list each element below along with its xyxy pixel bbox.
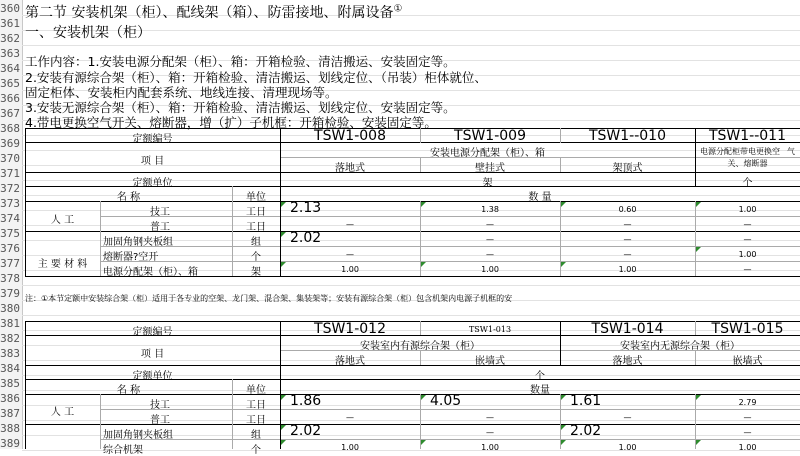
row-name: 熔断器?空开 <box>103 252 159 263</box>
cell-value: — <box>623 235 632 244</box>
t2-name-label: 名 称 <box>116 385 141 396</box>
t1-labor-label: 人 工 <box>50 215 75 226</box>
t2-unit-col: 单位 <box>246 385 266 396</box>
row-number[interactable]: 367 <box>0 107 20 120</box>
row-name: 综合机架 <box>103 445 143 456</box>
t2-code-1: TSW1-012 <box>314 321 386 337</box>
cell-value: — <box>486 413 494 422</box>
row-unit: 个 <box>251 252 261 263</box>
comment-marker <box>696 202 701 207</box>
row-number[interactable]: 360 <box>0 2 20 15</box>
row-number[interactable]: 375 <box>0 227 20 240</box>
t1-group-2-mark: 气 <box>787 147 795 156</box>
cell-value: 1.38 <box>481 205 499 214</box>
t2-item-label: 项 目 <box>140 349 165 360</box>
row-name: 技工 <box>150 400 170 411</box>
row-number[interactable]: 389 <box>0 437 20 450</box>
t1-name-label: 名 称 <box>116 192 141 203</box>
row-name: 普工 <box>150 415 170 426</box>
section-heading: 第二节 安装机架（柜）、配线架（箱）、防雷接地、附属设备① <box>25 3 403 21</box>
t1-unit-col: 单位 <box>246 192 266 203</box>
cell-value: — <box>486 250 494 259</box>
cell-value: 2.79 <box>738 398 757 407</box>
comment-marker <box>421 395 426 400</box>
comment-marker <box>421 262 426 267</box>
cell-value: 2.02 <box>570 423 602 439</box>
t1-type-1: 落地式 <box>335 163 365 174</box>
row-number[interactable]: 381 <box>0 317 20 330</box>
row-unit: 工日 <box>246 222 266 233</box>
row-number[interactable]: 374 <box>0 212 20 225</box>
t1-item-label: 项 目 <box>140 156 165 167</box>
row-number[interactable]: 380 <box>0 302 20 315</box>
comment-marker <box>696 247 701 252</box>
cell-value: — <box>743 413 752 422</box>
row-number[interactable]: 370 <box>0 152 20 165</box>
row-number[interactable]: 361 <box>0 17 20 30</box>
cell-value: — <box>623 250 632 259</box>
cell-value: — <box>623 413 632 422</box>
cell-value: — <box>743 265 752 274</box>
t1-group-1: 安装电源分配架（柜）、箱 <box>430 148 545 159</box>
t1-group-2-line-1: 电源分配柜带电更换空 <box>700 147 780 156</box>
comment-marker <box>561 425 566 430</box>
t2-code-4: TSW1-015 <box>711 321 784 337</box>
row-number[interactable]: 366 <box>0 92 20 105</box>
row-unit: 工日 <box>246 415 266 426</box>
comment-marker <box>281 395 286 400</box>
row-number[interactable]: 384 <box>0 362 20 375</box>
row-name: 电源分配架（柜）、箱 <box>103 267 198 278</box>
t1-quota-label: 定额编号 <box>132 134 173 145</box>
gridline <box>22 45 800 46</box>
row-name: 普工 <box>150 222 170 233</box>
cell-value: — <box>346 250 354 259</box>
cell-value: 1.00 <box>738 250 757 259</box>
gridline <box>22 315 800 316</box>
t2-group-1: 安装室内有源综合架（柜） <box>360 341 480 352</box>
work-content-line-5: 4.带电更换空气开关、熔断器，增（扩）子机框：开箱检验、安装固定等。 <box>25 115 437 130</box>
row-number[interactable]: 383 <box>0 347 20 360</box>
t1-type-3: 架顶式 <box>612 163 643 174</box>
t1-code-4: TSW1--011 <box>708 128 786 144</box>
row-number[interactable]: 385 <box>0 377 20 390</box>
gridline <box>22 285 800 286</box>
row-number[interactable]: 363 <box>0 47 20 60</box>
comment-marker <box>421 440 426 445</box>
row-number[interactable]: 369 <box>0 137 20 150</box>
comment-marker <box>281 425 286 430</box>
t1-unit-main: 架 <box>482 178 493 189</box>
t2-code-2: TSW1-013 <box>468 325 512 334</box>
cell-value: 0.60 <box>618 205 637 214</box>
row-unit: 个 <box>251 445 261 456</box>
comment-marker <box>281 262 286 267</box>
row-number[interactable]: 382 <box>0 332 20 345</box>
t1-code-2: TSW1-009 <box>454 128 526 144</box>
comment-marker <box>696 395 701 400</box>
cell-value: 1.86 <box>290 393 322 409</box>
cell-value: 1.00 <box>481 443 499 452</box>
row-unit: 组 <box>251 237 261 248</box>
cell-value: — <box>486 235 494 244</box>
t2-unit-main: 个 <box>535 371 545 382</box>
t2-type-3: 落地式 <box>612 356 643 367</box>
work-content-line-4: 3.安装无源综合架（柜）、箱：开箱检验、清洁搬运、划线定位、安装固定等。 <box>25 100 456 115</box>
cell-value: — <box>623 220 632 229</box>
row-number[interactable]: 379 <box>0 287 20 300</box>
cell-value: 2.13 <box>290 200 322 216</box>
t2-qty-label: 数量 <box>530 385 550 396</box>
t2-unit-label: 定额单位 <box>132 371 173 382</box>
cell-value: 1.00 <box>341 265 359 274</box>
cell-value: 1.00 <box>738 443 757 452</box>
row-number[interactable]: 362 <box>0 32 20 45</box>
cell-value: 1.00 <box>738 205 757 214</box>
cell-value: — <box>346 220 354 229</box>
t2-type-4: 嵌墙式 <box>732 356 763 367</box>
t2-quota-label: 定额编号 <box>132 327 173 338</box>
t2-labor-label: 人 工 <box>50 407 75 418</box>
cell-value: 1.00 <box>481 265 499 274</box>
t1-code-1: TSW1-008 <box>314 128 386 144</box>
t1-unit-last: 个 <box>742 178 753 189</box>
row-number[interactable]: 377 <box>0 257 20 270</box>
row-number[interactable]: 373 <box>0 197 20 210</box>
cell-value: — <box>486 220 494 229</box>
cell-value: 1.00 <box>341 443 359 452</box>
row-number[interactable]: 378 <box>0 272 20 285</box>
cell-value: — <box>743 428 752 437</box>
work-content-line-3: 固定柜体、安装柜内配套系统、地线连接、清理现场等。 <box>25 85 338 100</box>
comment-marker <box>561 262 566 267</box>
row-unit: 工日 <box>246 207 266 218</box>
footnote: 注：①本节定额中安装综合架（柜）适用于各专业的空架、龙门架、混合架、集装架等；安装有源综合架（柜）包含机架内电源子机框的安 <box>25 294 513 303</box>
cell-value: — <box>743 220 752 229</box>
row-number[interactable]: 386 <box>0 392 20 405</box>
row-name: 加固角钢夹板组 <box>103 430 173 441</box>
t2-code-3: TSW1-014 <box>591 321 664 337</box>
work-content-intro: 工作内容：1.安装电源分配架（柜）、箱：开箱检验、清洁搬运、安装固定等。 <box>25 54 456 69</box>
t1-type-2: 壁挂式 <box>475 163 505 174</box>
cell-value: 1.00 <box>618 265 637 274</box>
gridline <box>22 405 800 406</box>
comment-marker <box>281 440 286 445</box>
cell-value: 1.61 <box>570 393 602 409</box>
row-number[interactable]: 371 <box>0 167 20 180</box>
cell-value: 2.02 <box>290 230 322 246</box>
cell-value: 1.00 <box>618 443 637 452</box>
row-number[interactable]: 365 <box>0 77 20 90</box>
t1-unit-label: 定额单位 <box>132 178 173 189</box>
row-number[interactable]: 376 <box>0 242 20 255</box>
t1-materials-label: 主 要 材 料 <box>37 259 88 270</box>
row-number[interactable]: 388 <box>0 422 20 435</box>
row-name: 加固角钢夹板组 <box>103 237 173 248</box>
row-unit: 组 <box>251 430 261 441</box>
comment-marker <box>421 202 426 207</box>
cell-value: 4.05 <box>430 393 462 409</box>
t2-group-2: 安装室内无源综合架（柜） <box>620 341 740 352</box>
subsection-heading: 一、安装机架（柜） <box>25 25 151 41</box>
comment-marker <box>561 202 566 207</box>
t2-type-2: 嵌墙式 <box>475 356 505 367</box>
t1-qty-label: 数 量 <box>528 192 552 203</box>
comment-marker <box>561 395 566 400</box>
t2-type-1: 落地式 <box>335 356 365 367</box>
row-number[interactable]: 372 <box>0 182 20 195</box>
cell-value: — <box>346 413 354 422</box>
t1-code-3: TSW1--010 <box>588 128 666 144</box>
row-name: 技工 <box>150 207 170 218</box>
comment-marker <box>281 202 286 207</box>
row-unit: 架 <box>251 267 261 278</box>
comment-marker <box>281 232 286 237</box>
comment-marker <box>561 440 566 445</box>
row-number[interactable]: 368 <box>0 122 20 135</box>
comment-marker <box>696 440 701 445</box>
row-number[interactable]: 387 <box>0 407 20 420</box>
row-unit: 工日 <box>246 400 266 411</box>
cell-value: 2.02 <box>290 423 322 439</box>
row-number[interactable]: 364 <box>0 62 20 75</box>
cell-value: — <box>743 235 752 244</box>
work-content-line-2: 2.安装有源综合架（柜）、箱：开箱检验、清洁搬运、划线定位、（吊装）柜体就位、 <box>25 70 487 85</box>
cell-value: — <box>486 428 494 437</box>
t1-group-2-line-2: 关、熔断器 <box>727 159 768 168</box>
